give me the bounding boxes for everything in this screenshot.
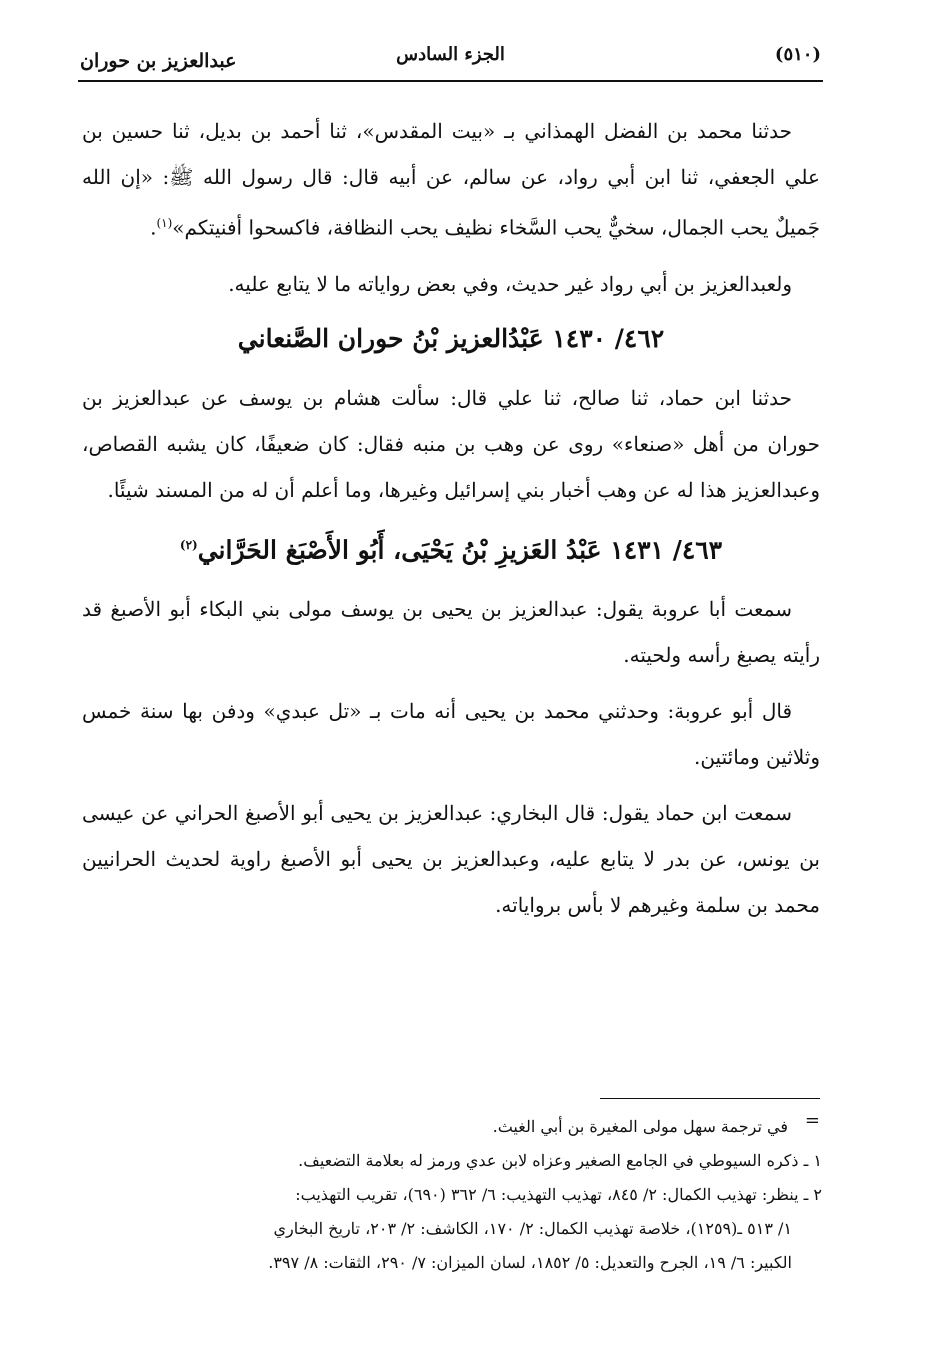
paragraph: حدثنا محمد بن الفضل الهمذاني بـ «بيت المقدس»، ثنا أحمد بن بديل، ثنا حسين بن علي الجعفي، ثنا ابن أبي رواد، عن سالم، عن أبيه قال: قال رسول الله ﷺ: «إن الله جَميلٌ يحب الجمال، سخيٌّ يحب السَّخاء نظيف يحب النظافة، فاكسحوا أفنيتكم»$^{(١)}$. — [82, 119, 820, 240]
footnote-separator — [600, 1098, 820, 1099]
continuation-mark: = — [804, 1110, 820, 1131]
paragraph: سمعت ابن حماد يقول: قال البخاري: عبدالعزيز بن يحيى أبو الأصبغ الحراني عن عيسى بن يونس، عن بدر لا يتابع عليه، وعبدالعزيز بن يحيى أبو الأصبغ راوية لحديث الحرانيين محمد بن سلمة وغيرهم لا بأس برواياته. — [82, 800, 820, 917]
footnote-1: ١ ـ ذكره السيوطي في الجامع الصغير وعزاه لابن عدي ورمز له بعلامة التضعيف. — [298, 1151, 822, 1170]
footnote-2-line: ١/ ٥١٣ ـ(١٢٥٩)، خلاصة تهذيب الكمال: ٢/ ١٧٠، الكاشف: ٢/ ٢٠٣، تاريخ البخاري — [273, 1219, 792, 1238]
footnote-continuation: في ترجمة سهل مولى المغيرة بن أبي الغيث. — [492, 1117, 788, 1136]
page-header — [78, 38, 823, 82]
entry-heading: ٤٦٣/ ١٤٣١ عَبْدُ العَزيزِ بْنُ يَحْيَى، أَبُو الأَصْبَغ الحَرَّاني$^{(٢)}$ — [179, 534, 723, 564]
paragraph: حدثنا ابن حماد، ثنا صالح، ثنا علي قال: سألت هشام بن يوسف عن عبدالعزيز بن حوران من أهل «صنعاء» روى عن وهب بن منبه فقال: كان ضعيفًا، كان يشبه القصاص، وعبدالعزيز هذا له عن وهب أخبار بني إسرائيل وغيرها، وما أعلم أن له من المسند شيئًا. — [82, 385, 820, 502]
entry-heading: ٤٦٢/ ١٤٣٠ عَبْدُالعزيز بْنُ حوران الصَّنعاني — [237, 323, 665, 353]
footnote-2-line: الكبير: ٦/ ١٩، الجرح والتعديل: ٥/ ١٨٥٢، لسان الميزان: ٧/ ٢٩٠، الثقات: ٨/ ٣٩٧. — [268, 1253, 792, 1272]
part-title: الجزء السادس — [396, 44, 505, 65]
paragraph: قال أبو عروبة: وحدثني محمد بن يحيى أنه مات بـ «تل عبدي» ودفن بها سنة خمس وثلاثين ومائتين. — [82, 698, 820, 769]
main-text — [82, 108, 820, 938]
footnote-ref: (٢) — [179, 537, 198, 552]
footnote-ref: (١) — [156, 216, 173, 230]
footnotes — [82, 1110, 822, 1280]
page-number: (٥١٠) — [774, 44, 821, 65]
running-title: عبدالعزيز بن حوران — [80, 50, 237, 72]
paragraph: ولعبدالعزيز بن أبي رواد غير حديث، وفي بعض رواياته ما لا يتابع عليه. — [228, 271, 792, 296]
paragraph: سمعت أبا عروبة يقول: عبدالعزيز بن يحيى بن يوسف مولى بني البكاء أبو الأصبغ قد رأيته يصبغ رأسه ولحيته. — [82, 596, 820, 667]
footnote-2: ٢ ـ ينظر: تهذيب الكمال: ٢/ ٨٤٥، تهذيب التهذيب: ٦/ ٣٦٢ (٦٩٠)، تقريب التهذيب: — [295, 1185, 822, 1204]
